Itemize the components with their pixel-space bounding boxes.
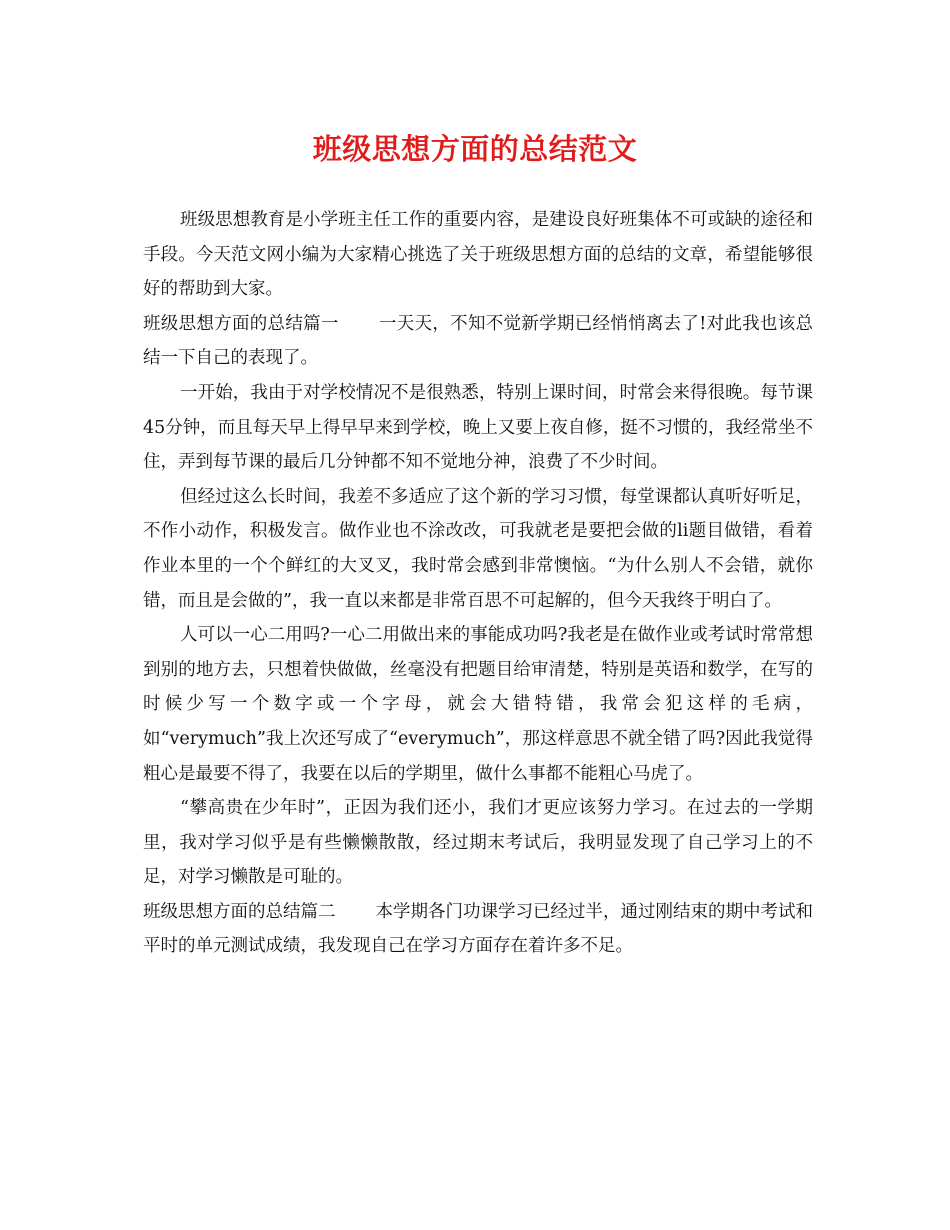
document-body <box>143 203 813 964</box>
section-two-lead: 本学期各门功课学习已经过半，通过刚结束的期中考试和平时的单元测试成绩，我发现自己在学习方面存在着许多不足。 <box>143 901 813 957</box>
section-two-paragraph <box>143 895 813 964</box>
section-one-lead: 一天天，不知不觉新学期已经悄悄离去了!对此我也该总结一下自己的表现了。 <box>143 313 814 369</box>
body-paragraph-3: 人可以一心二用吗?一心二用做出来的事能成功吗?我老是在做作业或考试时常常想到别的地方去，只想着快做做，丝毫没有把题目给审清楚，特别是英语和数学，在写的时候少写一个数字或一个字母，就会大错特错，我常会犯这样的毛病，如“verymuch”我上次还写成了“everymuch”，那这样意思不就全错了吗?因此我觉得粗心是最要不得了，我要在以后的学期里，做什么事都不能粗心马虎了。 <box>143 625 813 784</box>
section-one-paragraph <box>143 307 813 376</box>
body-paragraph-4: “攀高贵在少年时”，正因为我们还小，我们才更应该努力学习。在过去的一学期里，我对学习似乎是有些懒懒散散，经过期末考试后，我明显发现了自己学习上的不足，对学习懒散是可耻的。 <box>143 798 813 888</box>
body-paragraph-1: 一开始，我由于对学校情况不是很熟悉，特别上课时间，时常会来得很晚。每节课45分钟，而且每天早上得早早来到学校，晚上又要上夜自修，挺不习惯的，我经常坐不住，弄到每节课的最后几分钟都不知不觉地分神，浪费了不少时间。 <box>143 382 813 473</box>
section-two-heading: 班级思想方面的总结篇二 <box>143 901 336 922</box>
document-title: 班级思想方面的总结范文 <box>312 132 638 166</box>
section-one-heading: 班级思想方面的总结篇一 <box>143 313 339 334</box>
body-paragraph-2: 但经过这么长时间，我差不多适应了这个新的学习习惯，每堂课都认真听好听足，不作小动作，积极发言。做作业也不涂改改，可我就老是要把会做的li题目做错，看着作业本里的一个个鲜红的大叉叉，我时常会感到非常懊恼。“为什么别人不会错，就你错，而且是会做的”，我一直以来都是非常百思不可起解的，但今天我终于明白了。 <box>143 486 813 611</box>
intro-paragraph: 班级思想教育是小学班主任工作的重要内容，是建设良好班集体不可或缺的途径和手段。今天范文网小编为大家精心挑选了关于班级思想方面的总结的文章，希望能够很好的帮助到大家。 <box>143 210 813 300</box>
